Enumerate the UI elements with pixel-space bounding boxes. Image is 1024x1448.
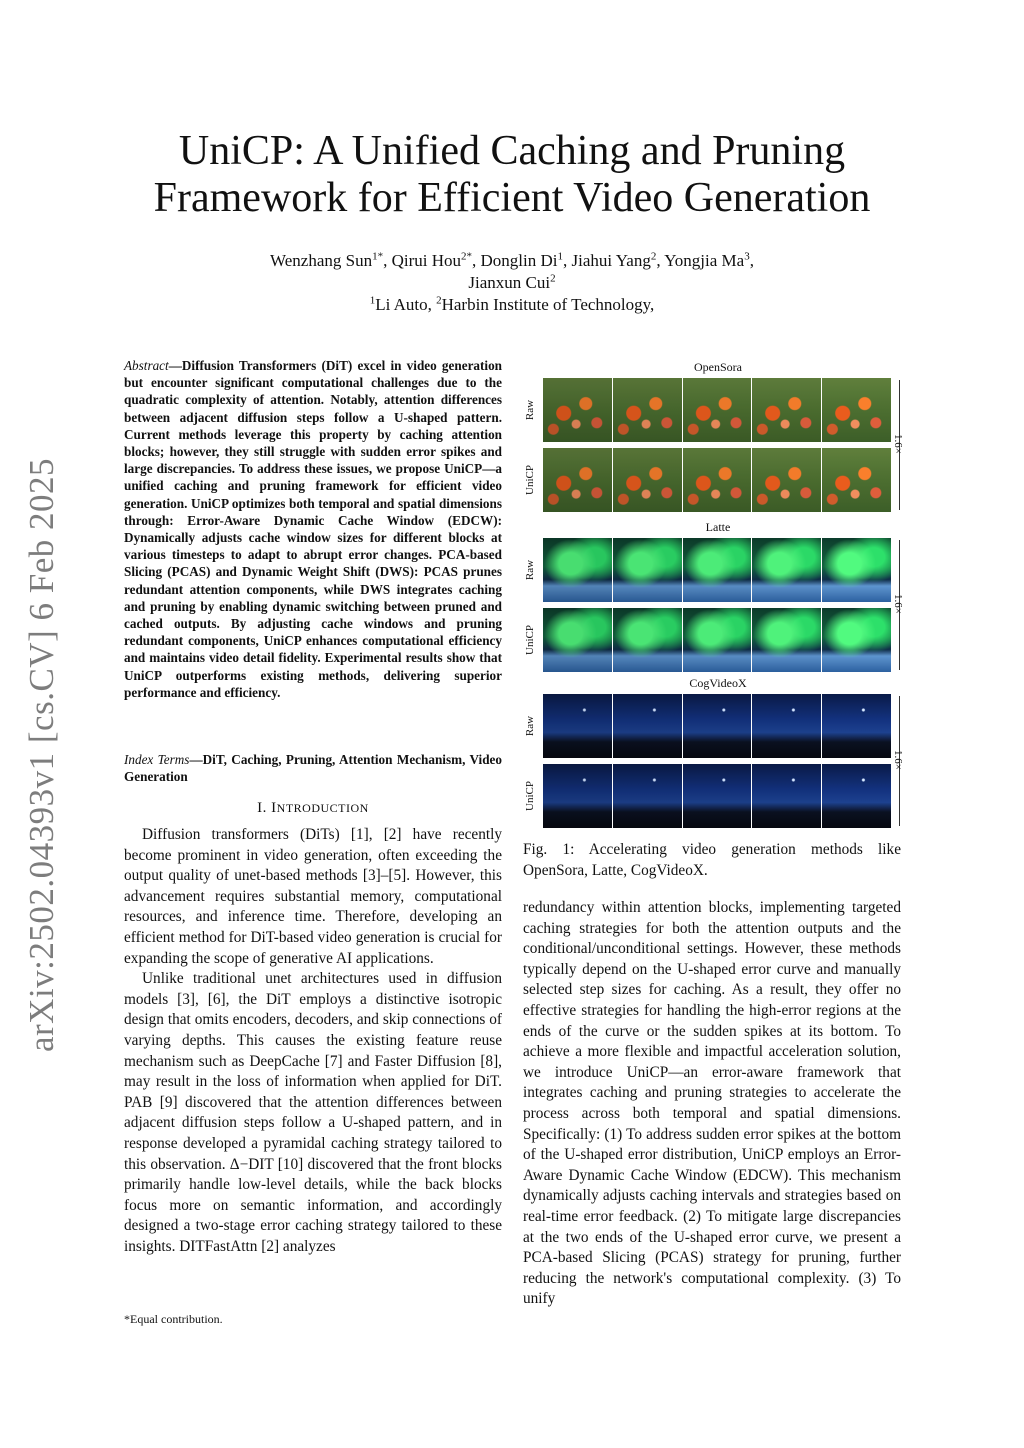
video-frame xyxy=(822,448,891,512)
video-frame xyxy=(613,694,682,758)
author: Jiahui Yang$^2$ xyxy=(571,250,657,270)
figure-row-label: UniCP xyxy=(524,625,536,655)
video-frame xyxy=(543,448,612,512)
figure-group-title: Latte xyxy=(705,520,731,534)
section-heading: I. INTRODUCTION xyxy=(257,800,369,816)
video-frame xyxy=(613,608,682,672)
video-frame-strip xyxy=(543,448,891,512)
video-frame-strip xyxy=(543,538,891,602)
video-frame xyxy=(752,538,821,602)
paragraph: redundancy within attention blocks, implementing targeted caching strategies for both the attention outputs and the conditional/unconditional settings. However, these methods typically depend on the U-shaped error curve and manually selected step sizes for caching. As a result, they offer no effective strategies for handling the high-error regions at the ends of the curve or the sudden spikes at its bottom. To achieve a more flexible and impactful acceleration solution, we introduce UniCP—an error-aware framework that integrates caching and pruning strategies to accelerate the process across both temporal and spatial dimensions. Specifically: (1) To address sudden error spikes at the bottom of the U-shaped error distribution, UniCP employs an Error-Aware Dynamic Cache Window (EDCW). This mechanism dynamically adjusts caching intervals and strategies based on real-time error feedback. (2) To mitigate large discrepancies at the two ends of the U-shaped error curve, we present a PCA-based Slicing (PCAS) strategy for pruning, further reducing the network's computational complexity. (3) To unify xyxy=(523,899,901,1308)
video-frame xyxy=(613,378,682,442)
figure-group-title: OpenSora xyxy=(694,360,742,374)
footnote: *Equal contribution. xyxy=(124,1312,223,1326)
video-frame xyxy=(822,694,891,758)
video-frame xyxy=(683,694,752,758)
author: Yongjia Ma$^3$ xyxy=(664,250,750,270)
video-frame xyxy=(752,764,821,828)
figure-row-label: Raw xyxy=(524,715,536,737)
figure-row-label: UniCP xyxy=(524,781,536,811)
intro-right-column xyxy=(523,898,901,1310)
video-frame-strip xyxy=(543,694,891,758)
video-frame xyxy=(543,608,612,672)
figure-row-label: Raw xyxy=(524,399,536,421)
arxiv-id: arXiv:2502.04393v1 [cs.CV] 6 Feb 2025 xyxy=(22,457,61,1053)
video-frame xyxy=(683,448,752,512)
video-frame-strip xyxy=(543,608,891,672)
title-line-2: Framework for Efficient Video Generation xyxy=(153,175,871,221)
paragraph: Unlike traditional unet architectures used in diffusion models [3], [6], the DiT employs a distinctive isotropic design that omits encoders, decoders, and skip connections of varying depths. This causes the existing feature reuse mechanism such as DeepCache [7] and Faster Diffusion [8], may result in the loss of information when applied for DiT. PAB [9] discovered that the attention differences between adjacent diffusion steps follow a U-shaped pattern, and in response developed a pyramidal caching strategy tailored to this observation. Δ−DIT [10] discovered that the front blocks primarily handle low-level details, while the back blocks focus more on semantic information, and accordingly designed a two-stage error caching strategy tailored to these insights. DITFastAttn [2] analyzes xyxy=(124,970,502,1255)
video-frame xyxy=(683,608,752,672)
speedup-label: 1.6× xyxy=(892,434,904,454)
video-frame xyxy=(752,378,821,442)
video-frame xyxy=(752,608,821,672)
index-terms xyxy=(124,751,502,785)
video-frame xyxy=(613,448,682,512)
speedup-label: 1.6× xyxy=(892,594,904,614)
video-frame xyxy=(822,538,891,602)
abstract-label: Abstract xyxy=(124,358,169,373)
video-frame xyxy=(822,608,891,672)
video-frame xyxy=(822,764,891,828)
arxiv-sidebar xyxy=(14,455,70,1055)
video-frame xyxy=(543,378,612,442)
author: Qirui Hou$^{2*}$ xyxy=(391,250,472,270)
figure-1 xyxy=(523,360,904,835)
video-frame xyxy=(543,538,612,602)
figure-group-title: CogVideoX xyxy=(689,676,747,690)
author: Jianxun Cui$^2$ xyxy=(468,272,556,292)
video-frame xyxy=(683,764,752,828)
video-frame xyxy=(683,538,752,602)
video-frame xyxy=(683,378,752,442)
intro-left-column xyxy=(124,825,502,1257)
abstract-text: —Diffusion Transformers (DiT) excel in video generation but encounter significant computational challenges due to the quadratic complexity of attention. Notably, attention differences between adjacent diffusion steps follow a U-shaped pattern. Current methods leverage this property by caching attention blocks; however, they still struggle with sudden error spikes and large discrepancies. To address these issues, we propose UniCP—a unified caching and pruning framework for efficient video generation. UniCP optimizes both temporal and spatial dimensions through: Error-Aware Dynamic Cache Window (EDCW): Dynamically adjusts cache window sizes for different blocks at various timesteps to adapt to abrupt error changes. PCA-based Slicing (PCAS) and Dynamic Weight Shift (DWS): PCAS prunes redundant attention components, while DWS integrates caching and pruning by enabling dynamic switching between pruned and cached outputs. By adjusting cache windows and pruning redundant components, UniCP enhances computational efficiency and maintains video detail fidelity. Experimental results show that UniCP outperforms existing methods, delivering superior performance and efficiency. xyxy=(124,358,502,700)
video-frame xyxy=(613,538,682,602)
author: Donglin Di$^1$ xyxy=(480,250,563,270)
affiliations: $^1$Li Auto, $^2$Harbin Institute of Technology, xyxy=(369,294,655,314)
video-frame-strip xyxy=(543,378,891,442)
abstract xyxy=(124,357,502,701)
video-frame-strip xyxy=(543,764,891,828)
author: Wenzhang Sun$^{1*}$ xyxy=(270,250,384,270)
author-list: Wenzhang Sun$^{1*}$, Qirui Hou$^{2*}$, Donglin Di$^1$, Jiahui Yang$^2$, Yongjia Ma$^3$, xyxy=(270,250,754,270)
figure-row-label: Raw xyxy=(524,559,536,581)
index-terms-text: —DiT, Caching, Pruning, Attention Mechanism, Video Generation xyxy=(124,752,502,785)
video-frame xyxy=(543,764,612,828)
paragraph: Diffusion transformers (DiTs) [1], [2] have recently become prominent in video generation, often exceeding the output quality of unet-based methods [3]–[5]. However, this advancement requires substantial memory, computational resources, and inference time. Therefore, developing an efficient method for DiT-based video generation is crucial for expanding the scope of generative AI applications. xyxy=(124,826,502,967)
video-frame xyxy=(543,694,612,758)
figure-row-label: UniCP xyxy=(524,465,536,495)
speedup-label: 1.6× xyxy=(892,750,904,770)
video-frame xyxy=(822,378,891,442)
figure-caption: Fig. 1: Accelerating video generation methods like OpenSora, Latte, CogVideoX. xyxy=(523,841,901,879)
video-frame xyxy=(752,448,821,512)
index-terms-label: Index Terms xyxy=(124,752,190,767)
title-line-1: UniCP: A Unified Caching and Pruning xyxy=(178,128,846,174)
video-frame xyxy=(752,694,821,758)
video-frame xyxy=(613,764,682,828)
author-block xyxy=(150,250,874,316)
paper-title xyxy=(100,128,924,222)
